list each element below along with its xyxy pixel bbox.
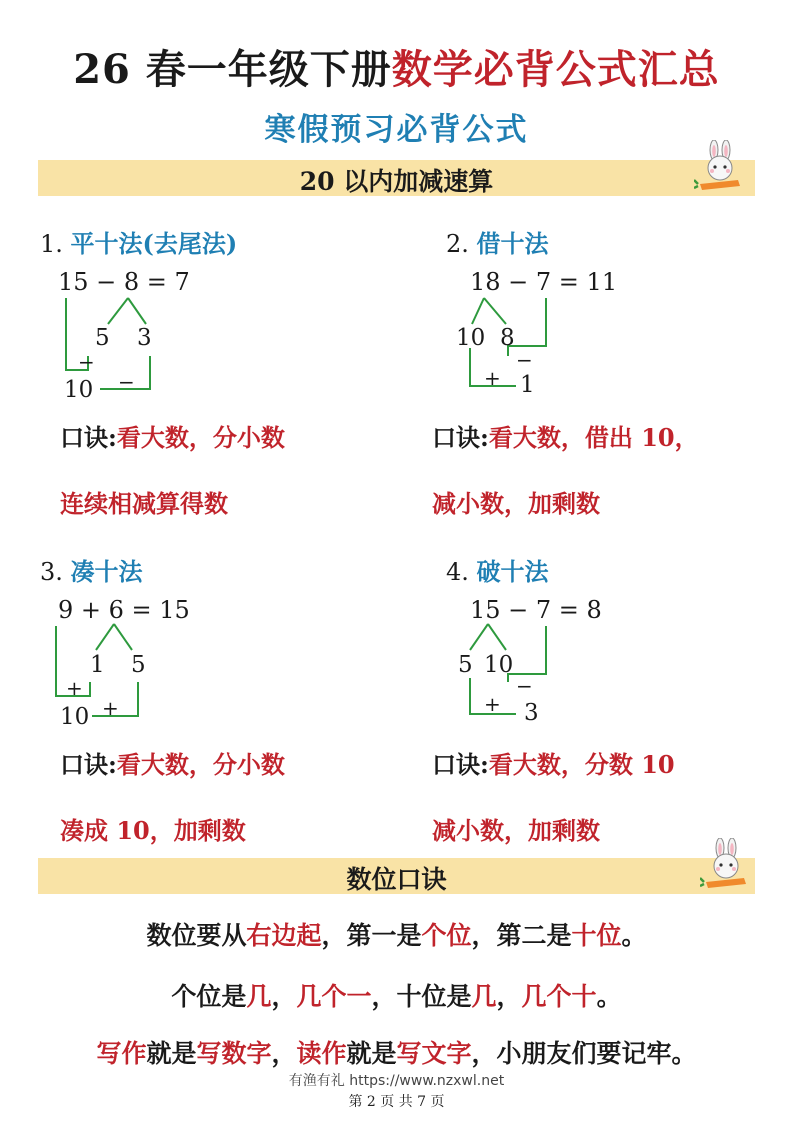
rhyme-prefix: 口诀: [60,750,117,779]
operator-sign: + [102,696,119,720]
method-name: 破十法 [476,557,549,586]
footer-page-number: 第 2 页 共 7 页 [348,1094,445,1110]
rhyme-prefix: 口诀: [432,423,489,452]
text-segment: 。 [621,921,647,950]
highlight-segment: 右边起 [246,921,322,950]
footer-site: 有渔有礼 https://www.nzxwl.net [288,1073,505,1089]
method-name: 凑十法 [70,557,143,586]
rhyme-text: 看大数，借出 10， [488,423,699,452]
rhyme-line-1 [432,418,699,453]
split-part-right: 10 [484,652,514,678]
digit-rhyme-line-3 [0,1034,793,1070]
text-segment: 数位要从 [146,921,247,950]
rhyme-line-1 [432,745,675,780]
split-part-right: 5 [131,652,146,678]
section-title-speed-calc: 20 以内加减速算 [299,167,494,196]
split-part-left: 1 [90,652,105,678]
digit-rhyme-line-2 [0,977,793,1013]
highlight-segment: 写文字 [396,1039,472,1068]
equation: 15 − 7 = 8 [470,596,602,624]
rhyme-text: 看大数，分小数 [116,750,285,779]
method-heading-4 [446,552,549,587]
intermediate-result: 10 [60,704,90,730]
operator-sign: − [78,350,95,374]
text-segment: ， [271,1039,297,1068]
split-part-left: 5 [95,325,110,351]
rabbit-carrot-icon [700,838,752,892]
split-part-left: 10 [456,325,486,351]
section-title-digit-rhyme: 数位口诀 [346,865,447,894]
text-segment: 就是 [146,1039,197,1068]
text-segment: ，小朋友们要记牢。 [471,1039,697,1068]
text-segment: 。 [596,982,622,1011]
highlight-segment: 几 [246,982,272,1011]
method-number: 1. [40,230,63,258]
intermediate-result: 3 [524,700,539,726]
rhyme-text: 看大数，分数 10 [488,750,675,779]
page-subtitle: 寒假预习必背公式 [264,112,529,148]
split-part-left: 5 [458,652,473,678]
rabbit-carrot-icon [694,140,746,194]
intermediate-result: 10 [64,377,94,403]
method-number: 2. [446,230,469,258]
text-segment: 个位是 [171,982,247,1011]
equation: 18 − 7 = 11 [470,268,618,296]
operator-sign: + [66,676,83,700]
highlight-segment: 个位 [421,921,472,950]
rhyme-line-2: 连续相减算得数 [60,489,228,518]
highlight-segment: 几个一 [296,982,372,1011]
method-name: 平十法(去尾法) [70,229,238,258]
highlight-segment: 写数字 [196,1039,272,1068]
equation: 9 + 6 = 15 [58,596,190,624]
text-segment: 十位是 [396,982,472,1011]
method-heading-3 [40,552,143,587]
text-segment: ，第一是 [321,921,422,950]
rhyme-prefix: 口诀: [60,423,117,452]
operator-sign: − [516,348,533,372]
operator-sign: + [484,366,501,390]
method-heading-2 [446,224,549,259]
highlight-segment: 写作 [96,1039,147,1068]
operator-sign: − [118,370,135,394]
digit-rhyme-line-1 [0,916,793,952]
intermediate-result: 1 [520,372,535,398]
split-part-right: 3 [137,325,152,351]
method-number: 4. [446,558,469,586]
rhyme-line-2: 减小数，加剩数 [432,816,600,845]
rhyme-text: 看大数，分小数 [116,423,285,452]
method-name: 借十法 [476,229,549,258]
rhyme-prefix: 口诀: [432,750,489,779]
highlight-segment: 十位 [571,921,622,950]
split-part-right: 8 [500,325,515,351]
method-heading-1 [40,224,237,259]
text-segment: ， [271,982,297,1011]
highlight-segment: 几个十 [521,982,597,1011]
text-segment: 就是 [346,1039,397,1068]
text-segment: ， [496,982,522,1011]
text-segment: ，第二是 [471,921,572,950]
highlight-segment: 读作 [296,1039,347,1068]
method-number: 3. [40,558,63,586]
operator-sign: + [484,692,501,716]
title-black-part: 26 春一年级下册 [73,46,392,93]
title-red-part: 数学必背公式汇总 [391,46,720,93]
rhyme-line-1 [60,745,285,780]
rhyme-line-1 [60,418,285,453]
operator-sign: − [516,674,533,698]
highlight-segment: 几 [471,982,497,1011]
page-title [0,38,793,95]
rhyme-line-2: 凑成 10，加剩数 [60,816,246,845]
text-segment: ， [371,982,397,1011]
rhyme-line-2: 减小数，加剩数 [432,489,600,518]
equation: 15 − 8 = 7 [58,268,190,296]
